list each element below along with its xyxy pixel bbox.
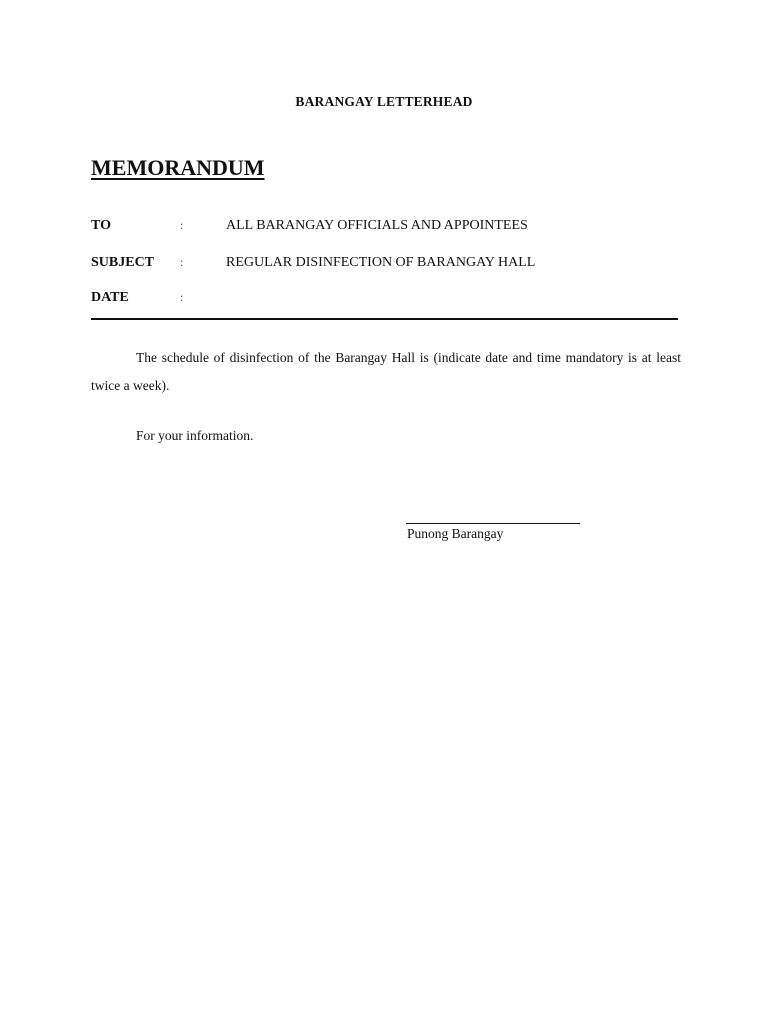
date-label: DATE	[91, 290, 129, 305]
subject-colon: :	[180, 255, 184, 269]
closing-line: For your information.	[136, 428, 254, 443]
memo-title: MEMORANDUM	[91, 155, 265, 180]
subject-field-row	[91, 255, 691, 275]
letterhead: BARANGAY LETTERHEAD	[295, 94, 473, 109]
signature-line	[406, 523, 580, 524]
to-value: ALL BARANGAY OFFICIALS AND APPOINTEES	[226, 218, 528, 233]
to-field-row	[91, 218, 691, 238]
subject-value: REGULAR DISINFECTION OF BARANGAY HALL	[226, 255, 536, 270]
body-paragraph: The schedule of disinfection of the Barangay Hall is (indicate date and time mandatory is at least twice a week).	[91, 350, 681, 393]
to-colon: :	[180, 218, 184, 232]
signatory-title: Punong Barangay	[407, 526, 504, 541]
header-divider	[91, 318, 678, 320]
subject-label: SUBJECT	[91, 255, 155, 270]
date-colon: :	[180, 290, 184, 304]
date-field-row	[91, 290, 691, 310]
to-label: TO	[91, 218, 111, 233]
